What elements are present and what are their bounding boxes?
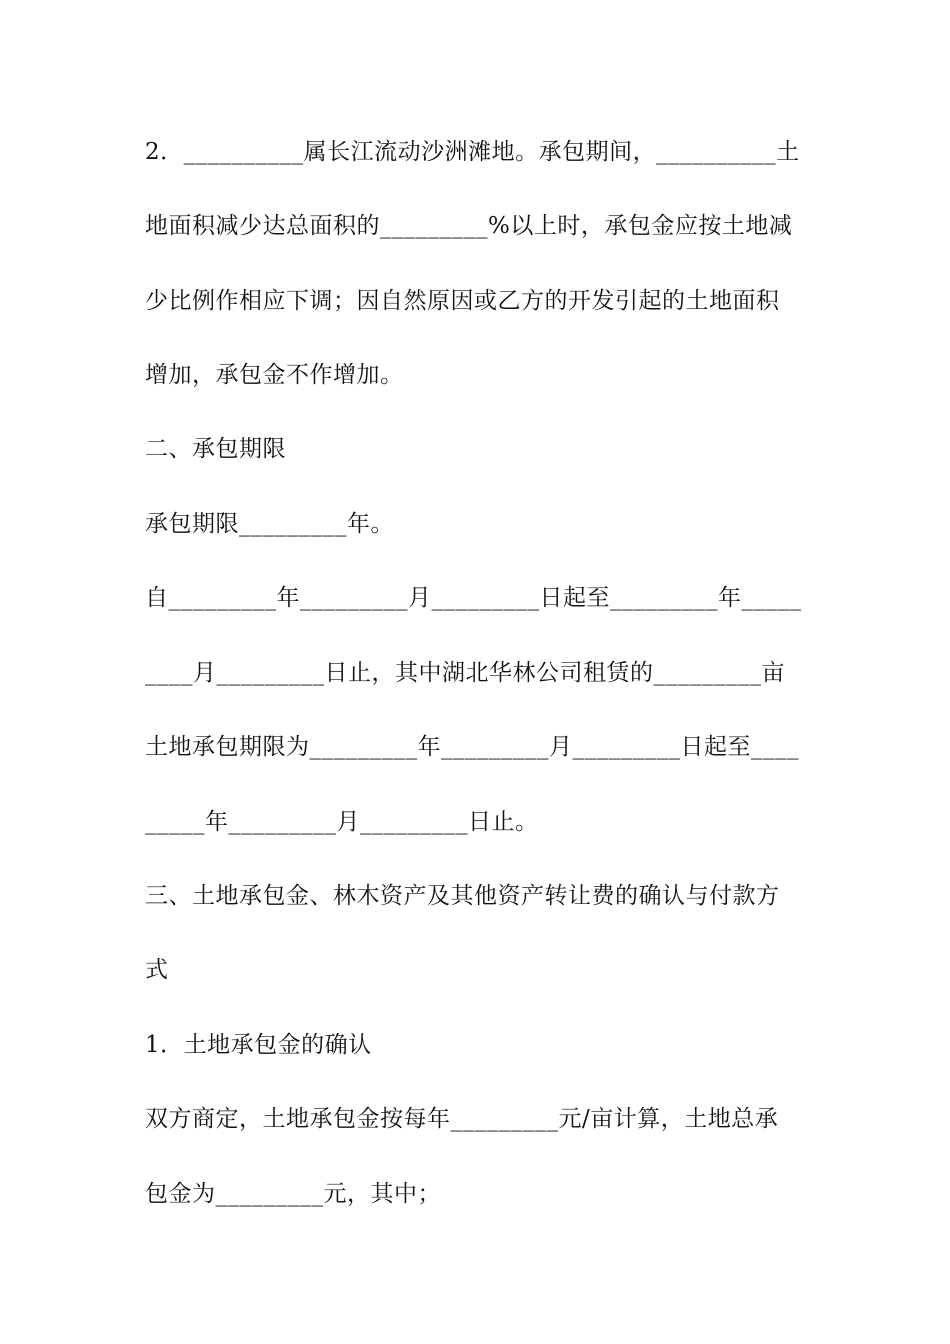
text-line-4: 增加，承包金不作增加。 (145, 362, 404, 388)
text-line-6: 承包期限_________年。 (145, 511, 394, 537)
section-heading-payment: 三、土地承包金、林木资产及其他资产转让费的确认与付款方 (145, 883, 780, 909)
text-line-1: 2．__________属长江流动沙洲滩地。承包期间，__________土 (145, 139, 800, 165)
text-line-14: 双方商定，土地承包金按每年_________元/亩计算，土地总承 (145, 1106, 779, 1132)
text-line-7: 自_________年_________月_________日起至_________年_____ (145, 585, 802, 611)
text-line-2: 地面积减少达总面积的_________%以上时，承包金应按土地减 (145, 213, 793, 239)
section-heading-payment-cont: 式 (145, 957, 169, 983)
section-heading-term: 二、承包期限 (145, 436, 286, 462)
text-line-9: 土地承包期限为_________年_________月_________日起至____ (145, 734, 799, 760)
text-line-10: _____年_________月_________日止。 (145, 809, 539, 835)
text-line-15: 包金为_________元，其中； (145, 1181, 441, 1207)
subsection-heading-confirm: 1．土地承包金的确认 (145, 1032, 372, 1058)
text-line-3: 少比例作相应下调；因自然原因或乙方的开发引起的土地面积 (145, 288, 780, 314)
text-line-8: ____月_________日止，其中湖北华林公司租赁的_________亩 (145, 660, 785, 686)
